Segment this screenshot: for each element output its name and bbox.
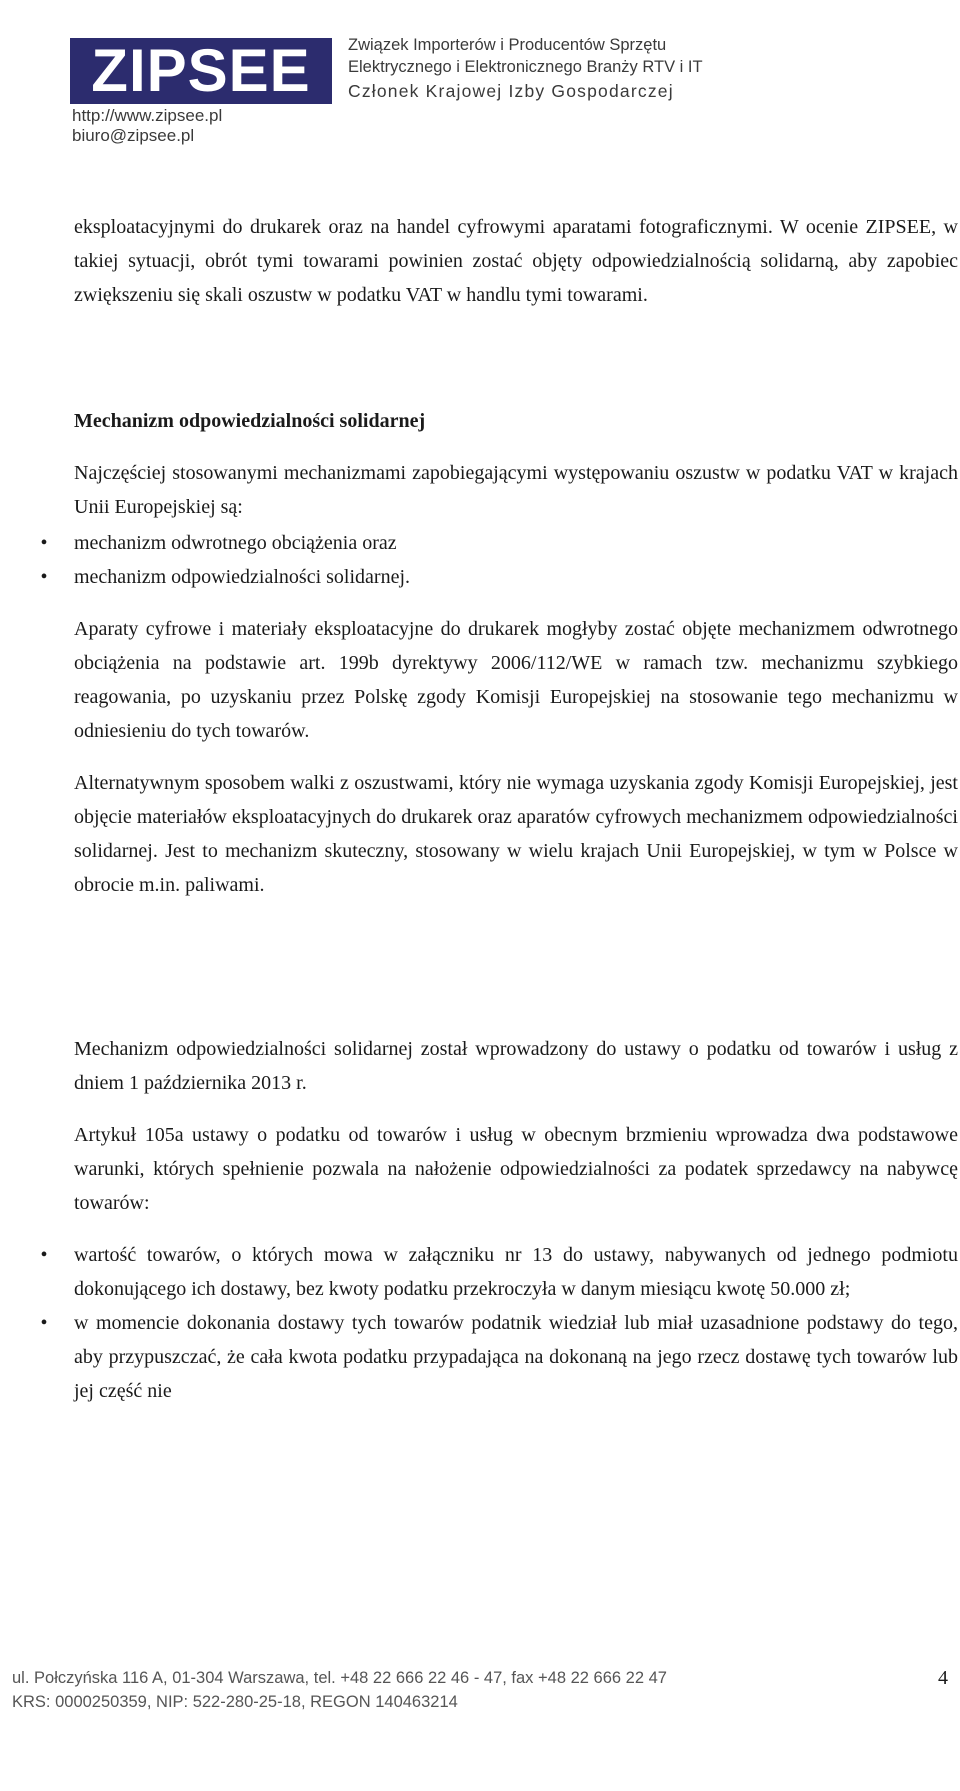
bullet-icon: • xyxy=(40,1312,48,1334)
paragraph-1: Najczęściej stosowanymi mechanizmami zapobiegającymi występowaniu oszustw w podatku VAT w krajach Unii Europejskiej są: xyxy=(74,462,958,518)
org-line-2: Elektrycznego i Elektronicznego Branży RTV i IT xyxy=(348,58,703,76)
paragraph-4: Mechanizm odpowiedzialności solidarnej został wprowadzony do ustawy o podatku od towarów i usług z dniem 1 października 2013 r. xyxy=(74,1038,958,1094)
document-body xyxy=(40,210,958,1408)
list-item: • w momencie dokonania dostawy tych towarów podatnik wiedział lub miał uzasadnione podstawy do tego, aby przypuszczać, że cała kwota podatku przypadająca na dokonaną na jego rzecz dostawę tych towarów lub jej część nie xyxy=(74,1306,958,1408)
list-item: • mechanizm odwrotnego obciążenia oraz xyxy=(74,526,958,560)
email-link[interactable]: biuro@zipsee.pl xyxy=(72,126,195,145)
list-item: • mechanizm odpowiedzialności solidarnej. xyxy=(74,560,958,594)
section-heading: Mechanizm odpowiedzialności solidarnej xyxy=(74,410,426,432)
bullet-list-2 xyxy=(40,1238,958,1408)
footer-address: ul. Połczyńska 116 A, 01-304 Warszawa, tel. +48 22 666 22 46 - 47, fax +48 22 666 22 47 xyxy=(12,1669,667,1687)
letterhead xyxy=(70,28,790,158)
bullet-list-1 xyxy=(40,526,958,594)
zipsee-logo: ZIPSEE xyxy=(70,38,332,104)
bullet-icon: • xyxy=(40,532,48,554)
footer xyxy=(12,1666,952,1714)
contact-block xyxy=(72,106,222,146)
footer-registry: KRS: 0000250359, NIP: 522-280-25-18, REGON 140463214 xyxy=(12,1693,458,1711)
intro-paragraph: eksploatacyjnymi do drukarek oraz na handel cyfrowymi aparatami fotograficznymi. W ocenie ZIPSEE, w takiej sytuacji, obrót tymi towarami powinien zostać objęty odpowiedzialnością solidarną, aby zapobiec zwiększeniu się skali oszustw w podatku VAT w handlu tymi towarami. xyxy=(74,216,958,306)
org-line-3: Członek Krajowej Izby Gospodarczej xyxy=(348,81,674,101)
page-number: 4 xyxy=(938,1667,948,1689)
organization-name xyxy=(348,34,703,104)
list-item: • wartość towarów, o których mowa w załączniku nr 13 do ustawy, nabywanych od jednego podmiotu dokonującego ich dostawy, bez kwoty podatku przekroczyła w danym miesiącu kwotę 50.000 zł; xyxy=(74,1238,958,1306)
paragraph-2: Aparaty cyfrowe i materiały eksploatacyjne do drukarek mogłyby zostać objęte mechanizmem odwrotnego obciążenia na podstawie art. 199b dyrektywy 2006/112/WE w ramach tzw. mechanizmu szybkiego reagowania, po uzyskaniu przez Polskę zgody Komisji Europejskiej na stosowanie tego mechanizmu w odniesieniu do tych towarów. xyxy=(74,618,958,742)
bullet-icon: • xyxy=(40,1244,48,1266)
paragraph-3: Alternatywnym sposobem walki z oszustwami, który nie wymaga uzyskania zgody Komisji Europejskiej, jest objęcie materiałów eksploatacyjnych do drukarek oraz aparatów cyfrowych mechanizmem odpowiedzialności solidarnej. Jest to mechanizm skuteczny, stosowany w wielu krajach Unii Europejskiej, w tym w Polsce w obrocie m.in. paliwami. xyxy=(74,772,958,896)
website-link[interactable]: http://www.zipsee.pl xyxy=(72,106,223,125)
paragraph-5: Artykuł 105a ustawy o podatku od towarów i usług w obecnym brzmieniu wprowadza dwa podstawowe warunki, których spełnienie pozwala na nałożenie odpowiedzialności za podatek sprzedawcy na nabywcę towarów: xyxy=(74,1124,958,1214)
bullet-icon: • xyxy=(40,566,48,588)
org-line-1: Związek Importerów i Producentów Sprzętu xyxy=(348,36,667,54)
